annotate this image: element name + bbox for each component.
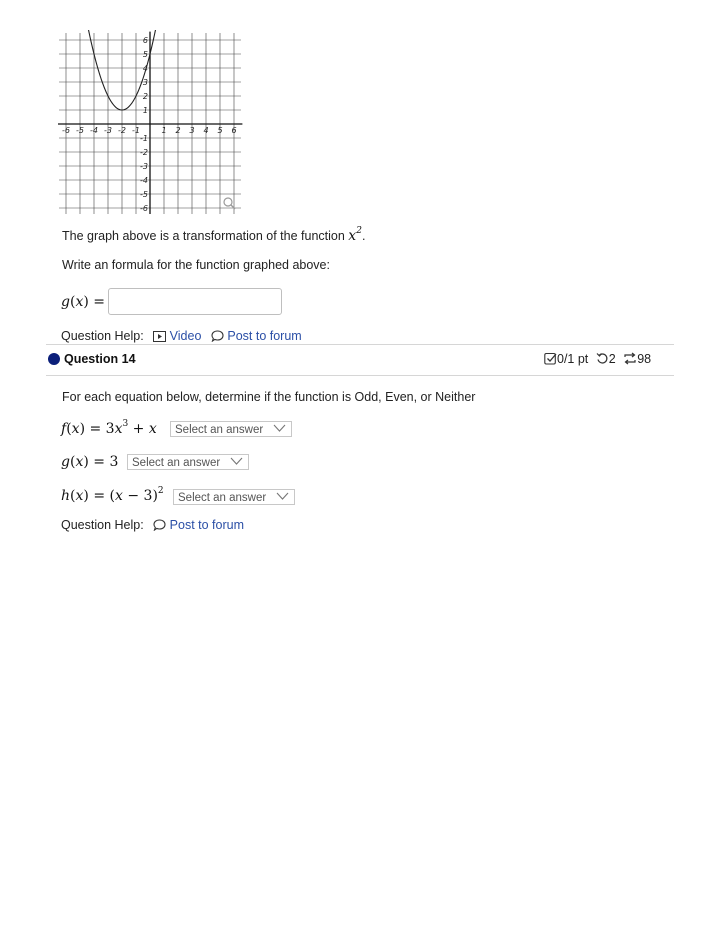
checkbox-icon [544,352,557,365]
q14-help-label: Question Help: [61,518,144,532]
y-tick-label: 4 [142,64,148,73]
graph-axes [58,32,242,214]
select-h-answer[interactable]: Select an answer [173,489,295,505]
q13-answer-label: g(x) = [61,294,105,310]
y-tick-label: 2 [142,92,148,101]
y-tick-label: -6 [140,204,148,213]
x-tick-label: -2 [118,126,126,135]
q13-answer-input[interactable] [108,288,282,315]
q13-forum-link[interactable]: Post to forum [211,329,302,343]
y-tick-label: -3 [140,162,148,171]
q14-forum-link[interactable]: Post to forum [153,518,244,532]
q14-top-divider [46,344,674,345]
y-tick-label: -1 [140,134,148,143]
parabola-graph [58,30,244,214]
x-tick-label: -1 [132,126,140,135]
magnifier-icon[interactable] [224,198,235,209]
q14-score-area [544,352,651,366]
x-tick-label: -3 [104,126,112,135]
q14-score: 0/1 pt [557,352,589,366]
equation-g: g(x) = 3 [61,454,119,470]
q13-video-link[interactable]: Video [153,329,205,343]
q13-instruction: Write an formula for the function graphed above: [62,258,330,272]
chevron-down-icon [276,491,289,501]
x-tick-label: 3 [189,126,195,135]
y-tick-label: -5 [140,190,148,199]
y-tick-label: 1 [142,106,148,115]
video-icon [153,331,166,342]
q14-retries: 2 [608,352,616,366]
equation-f: $f(x) = 3x^3 + x$ [61,419,157,437]
q13-help-row [61,329,302,343]
attempts-icon [623,352,637,365]
q14-attempts: 98 [637,352,652,366]
x-tick-label: 4 [203,126,209,135]
speech-bubble-icon [153,519,166,531]
chevron-down-icon [273,423,286,433]
q14-status-dot [48,353,60,365]
x-tick-label: -6 [62,126,70,135]
q14-title: Question 14 [64,352,136,366]
x-tick-label: 5 [217,126,223,135]
speech-bubble-icon [211,330,224,342]
q14-header-divider [46,375,674,376]
y-tick-label: 5 [142,50,148,59]
x-tick-label: 6 [231,126,237,135]
y-tick-label: 6 [142,36,148,45]
x-tick-label: -5 [76,126,84,135]
chevron-down-icon [230,456,243,466]
q14-prompt: For each equation below, determine if the function is Odd, Even, or Neither [62,390,476,404]
x-tick-label: -4 [90,126,98,135]
select-g-answer[interactable]: Select an answer [127,454,249,470]
select-f-answer[interactable]: Select an answer [170,421,292,437]
y-tick-label: 3 [142,78,148,87]
x-tick-label: 1 [161,126,167,135]
q14-help-row [61,518,244,532]
retry-icon [596,352,609,365]
y-tick-label: -4 [140,176,148,185]
q13-prompt: The graph above is a transformation of the function $x^2$. [62,226,366,244]
y-tick-label: -2 [140,148,148,157]
q13-help-label: Question Help: [61,329,144,343]
equation-h: $h(x) = (x - 3)^2$ [61,486,164,504]
x-tick-label: 2 [175,126,181,135]
